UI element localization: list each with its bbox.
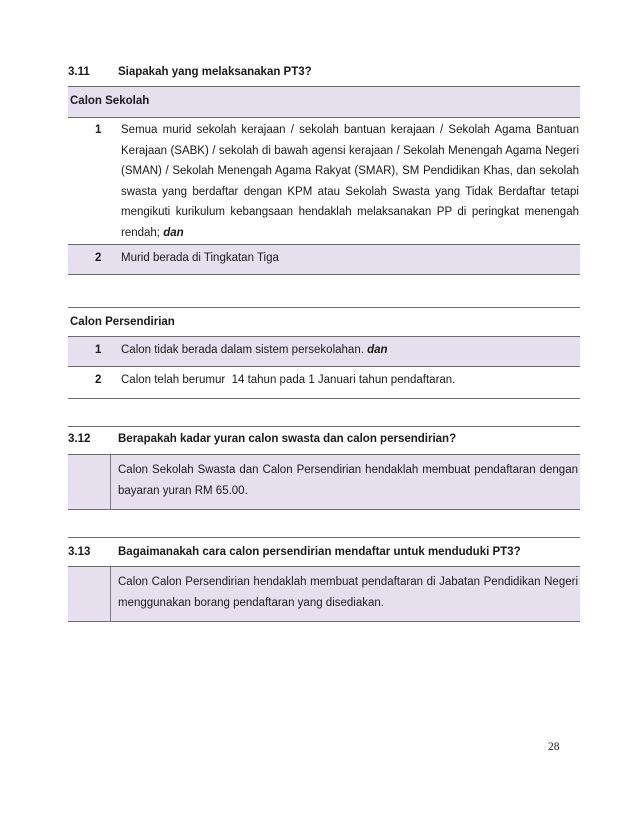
q312-question-line xyxy=(68,427,580,455)
q312-number: 3.12 xyxy=(68,433,91,445)
q313-question: Bagaimanakah cara calon persendirian mendaftar untuk menduduki PT3? xyxy=(118,546,521,558)
q311-question: Siapakah yang melaksanakan PT3? xyxy=(118,66,312,78)
q313-top-line xyxy=(68,520,580,538)
page-number: 28 xyxy=(548,741,560,753)
calon-sekolah-item-1-number: 1 xyxy=(95,124,102,136)
q312-answer: Calon Sekolah Swasta dan Calon Persendirian hendaklah membuat pendaftaran dengan bayaran yuran RM 65.00. xyxy=(118,464,578,497)
calon-persendirian-bottom-line xyxy=(68,398,580,399)
calon-persendirian-item-1-text xyxy=(121,340,388,361)
q313-number: 3.13 xyxy=(68,546,91,558)
calon-persendirian-item-2-number: 2 xyxy=(95,374,102,386)
q311-number: 3.11 xyxy=(68,66,90,78)
q313-divider xyxy=(110,567,111,622)
q312-question: Berapakah kadar yuran calon swasta dan calon persendirian? xyxy=(118,433,457,445)
calon-persendirian-item-1-conj: dan xyxy=(367,344,388,356)
calon-persendirian-item-1-body: Calon tidak berada dalam sistem persekolahan. xyxy=(121,344,364,356)
q312-divider xyxy=(110,455,111,510)
calon-sekolah-item-1-body: Semua murid sekolah kerajaan / sekolah bantuan kerajaan / Sekolah Agama Bantuan Kerajaan (SABK) / sekolah di bawah agensi kerajaan / Sekolah Menengah Agama Negeri (SMAN) / Sekolah Menengah Agama Rakyat (SMAR), SM Pendidikan Khas, dan sekolah swasta yang berdaftar dengan KPM atau Sekolah Swasta yang Tidak Berdaftar tetapi mengikuti kurikulum kebangsaan hendaklah melaksanakan PP di peringkat menengah rendah; xyxy=(121,124,579,239)
calon-persendirian-item-1-number: 1 xyxy=(95,344,102,356)
q313-question-line xyxy=(68,538,580,567)
calon-persendirian-title: Calon Persendirian xyxy=(70,316,175,328)
calon-sekolah-item-2-number: 2 xyxy=(95,252,102,264)
calon-persendirian-item-2-text: Calon telah berumur 14 tahun pada 1 Januari tahun pendaftaran. xyxy=(121,374,456,386)
calon-sekolah-item-1-conj: dan xyxy=(163,226,184,239)
calon-sekolah-item-2-text: Murid berada di Tingkatan Tiga xyxy=(121,252,279,264)
calon-sekolah-item-1-text xyxy=(121,120,579,243)
calon-sekolah-title: Calon Sekolah xyxy=(70,95,150,107)
q313-answer: Calon Calon Persendirian hendaklah membuat pendaftaran di Jabatan Pendidikan Negeri menggunakan borang pendaftaran yang disediakan. xyxy=(118,576,578,609)
calon-persendirian-top-line xyxy=(68,285,580,308)
q312-top-line xyxy=(68,408,580,427)
